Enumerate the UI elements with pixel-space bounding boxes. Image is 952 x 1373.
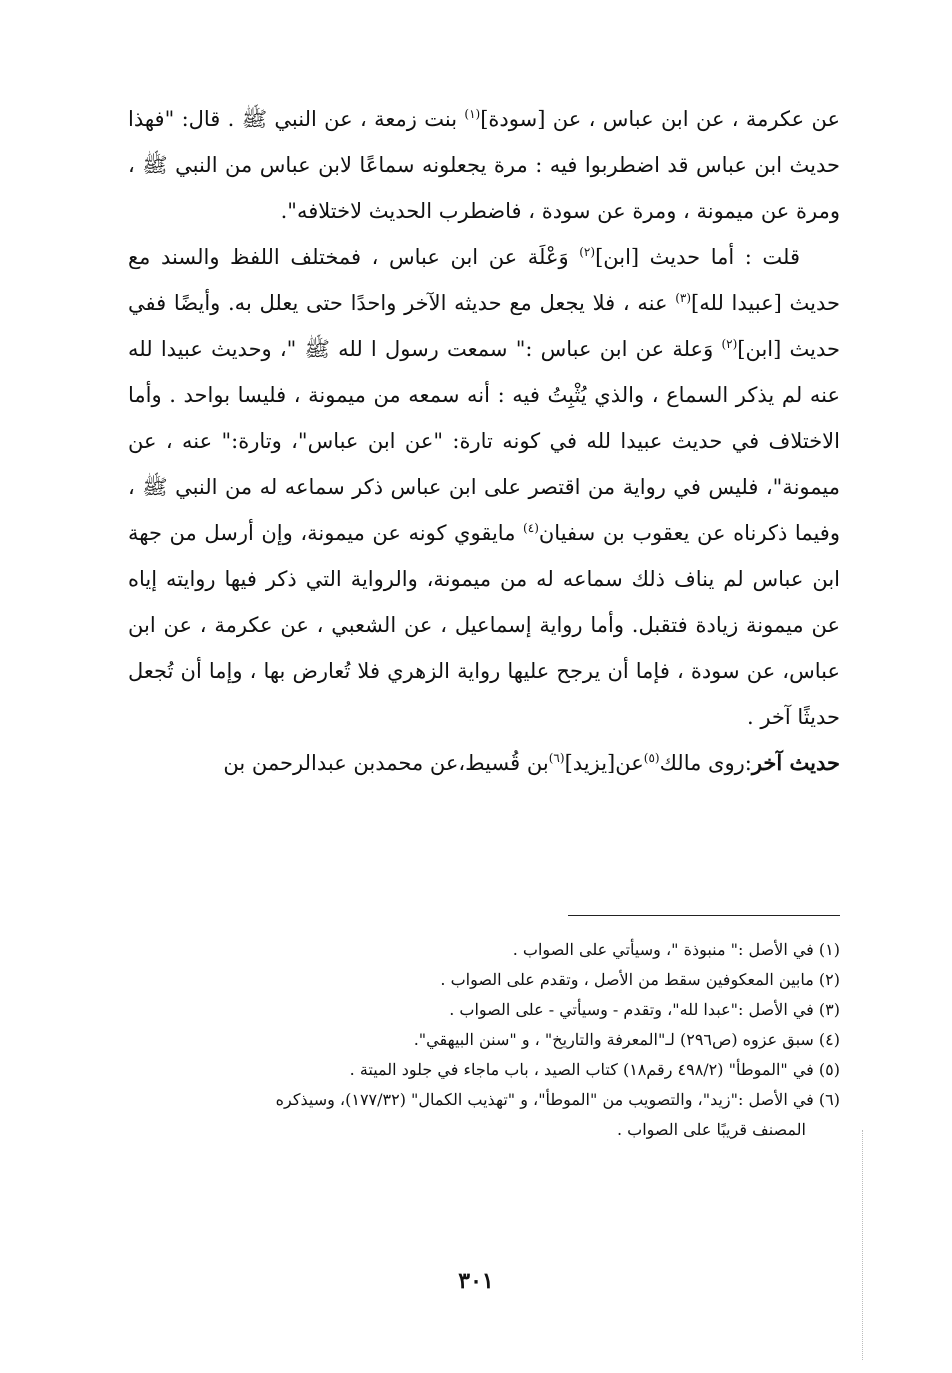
paragraph-3 [128,740,840,786]
text-run: :روى مالك [659,751,752,775]
footnote-ref-1[interactable]: (١) [464,107,481,121]
footnote-ref-4[interactable]: (٤) [523,521,539,535]
page-number: ٣٠١ [458,1268,494,1294]
text-run: عن عكرمة ، عن ابن عباس ، عن [سودة] [480,107,840,131]
footnote-divider [568,915,840,916]
text-run: وَعلة عن ابن عباس :" سمعت رسول ا لله ﷺ "، وحديث عبيدا لله عنه لم يذكر السماع ، والذي يُثْبِتُ فيه : أنه سمعه من ميمونة ، فليسا بواحد . وأما الاختلاف في حديث عبيدا لله في كونه تارة: "عن ابن عباس"، وتارة:" عنه ، عن ميمونة"، فليس في رواية من اقتصر على ابن عباس ذكر سماعه له من النبي ﷺ ، وفيما ذكرناه عن يعقوب بن سفيان [128,337,840,545]
paragraph-2 [128,234,840,740]
footnote-ref-6[interactable]: (٦) [548,751,565,765]
text-run: عنه ، فلا يجعل مع حديثه الآخر واحدًا حتى يعلل به. وأيضًا ففي حديث [ابن] [128,291,840,361]
section-heading: حديث آخر [751,750,840,775]
text-run: مايقوي كونه عن ميمونة، وإن أرسل من جهة ابن عباس لم يناف ذلك سماعه له من ميمونة، والرواية التي ذكر فيها روايته إياه عن ميمونة زيادة فتقبل. وأما رواية إسماعيل ، عن الشعبي ، عن عكرمة ، عن ابن عباس، عن سودة ، فإما أن يرجح عليها رواية الزهري فلا تُعارض بها ، وإما أن تُجعل حديثًا آخر . [128,521,840,729]
footnote-ref-2[interactable]: (٢) [579,245,596,259]
footnote-5: (٥) في "الموطأ" (٤٩٨/٢ رقم١٨) كتاب الصيد ، باب ماجاء في جلود الميتة . [349,1060,840,1079]
text-run: قلت : أما حديث [ابن] [595,245,801,269]
footnote-3: (٣) في الأصل :"عبدا لله"، وتقدم - وسيأتي - على الصواب . [449,1000,840,1019]
text-run: عن[يزيد] [564,751,644,775]
text-run: وَعْلَة عن ابن عباس ، فمختلف اللفظ والسند مع حديث [عبيدا لله] [128,245,840,315]
footnote-ref-3[interactable]: (٣) [675,291,692,305]
footnote-ref-2[interactable]: (٢) [721,337,738,351]
footnote-1: (١) في الأصل :" منبوذة "، وسيأتي على الصواب . [512,940,840,959]
text-run: بن قُسيط،عن محمدبن عبدالرحمن بن [223,751,549,775]
main-text [128,96,840,786]
text-run: بنت زمعة ، عن النبي ﷺ . قال: "فهذا حديث ابن عباس قد اضطربوا فيه : مرة يجعلونه سماعًا لابن عباس من النبي ﷺ ، ومرة عن ميمونة ، ومرة عن سودة ، فاضطرب الحديث لاختلافه". [128,107,840,223]
footnote-6: (٦) في الأصل :"زيد"، والتصويب من "الموطأ"، و "تهذيب الكمال" (١٧٧/٣٢)، وسيذكره [275,1090,840,1109]
paragraph-1 [128,96,840,234]
footnote-4: (٤) سبق عزوه (ص٢٩٦) لـ"المعرفة والتاريخ" ، و "سنن البيهقي". [413,1030,840,1049]
footnote-2: (٢) مابين المعكوفين سقط من الأصل ، وتقدم على الصواب . [440,970,840,989]
footnote-6-continued: المصنف قريبًا على الصواب . [616,1120,806,1139]
footnotes [128,935,840,1145]
footnote-ref-5[interactable]: (٥) [643,751,660,765]
margin-divider [862,1130,863,1360]
